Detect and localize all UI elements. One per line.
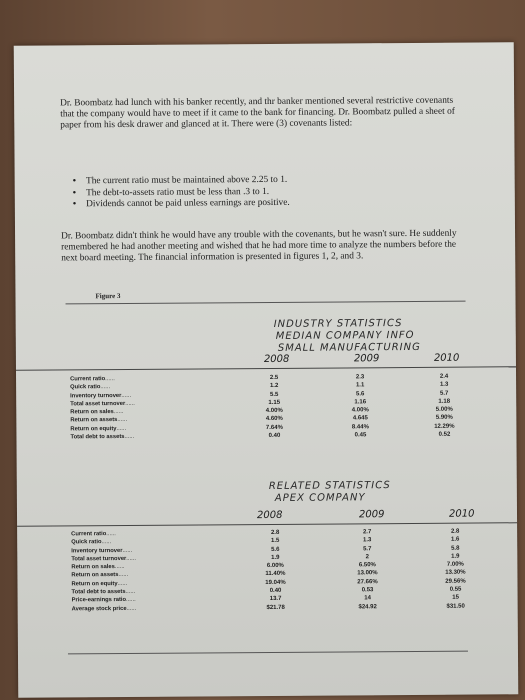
row-label: Average stock price ...... — [72, 604, 172, 613]
row-label: Return on assets ...... — [70, 416, 170, 425]
cell: 1.3 — [363, 537, 372, 544]
cell: 7.64% — [265, 424, 283, 431]
cell: $24.92 — [358, 603, 377, 611]
cell: $31.50 — [446, 603, 465, 610]
cell: 5.6 — [271, 546, 280, 553]
paper-sheet — [14, 42, 519, 697]
company-column-2010 — [435, 528, 476, 611]
cell: 5.7 — [439, 390, 449, 397]
cell: 11.40% — [265, 571, 286, 578]
cell: 2.3 — [355, 374, 365, 381]
row-label: Quick ratio ...... — [70, 383, 170, 392]
cell: 1.9 — [451, 553, 460, 560]
cell: 4.60% — [265, 416, 283, 423]
industry-column-2010 — [424, 373, 464, 440]
row-label: Return on sales ...... — [70, 408, 170, 417]
cell: 12.29% — [434, 423, 455, 430]
cell: 5.90% — [435, 415, 453, 422]
cell: 14 — [364, 595, 371, 602]
cell: 2.8 — [450, 528, 460, 535]
cell: $21.78 — [266, 604, 285, 611]
cell: 13.7 — [269, 596, 282, 603]
company-column-2008 — [255, 529, 296, 612]
cell: 5.8 — [451, 545, 460, 552]
row-label: Total debt to assets ...... — [70, 433, 170, 442]
intro-paragraph: Dr. Boombatz had lunch with his banker recently, and thr banker mentioned several restrictive covenants that the company would have to meet if it came to the bank for financing. Dr. Boombatz pulled a sheet of paper from his desk drawer and glanced at it. There were (3) covenants listed: — [60, 95, 455, 131]
row-label: Total debt to assets ...... — [72, 588, 172, 597]
cell: 4.00% — [265, 408, 283, 415]
row-label: Total asset turnover ...... — [70, 400, 170, 409]
row-label: Return on equity ...... — [70, 424, 170, 433]
year-label: 2010 — [448, 508, 475, 520]
year-label: 2008 — [263, 353, 290, 366]
cell: 2.7 — [362, 529, 372, 536]
row-label: Price-earnings ratio ...... — [72, 596, 172, 605]
cell: 1.16 — [354, 399, 367, 406]
cell: 29.56% — [445, 578, 466, 585]
industry-title-line: SMALL MANUFACTURING — [277, 341, 421, 354]
row-label: Inventory turnover ...... — [70, 391, 170, 400]
row-label: Return on equity ...... — [71, 579, 171, 588]
cell: 13.30% — [445, 570, 466, 577]
cell: 5.5 — [269, 391, 279, 398]
cell: 4.645 — [352, 415, 368, 422]
cell: 6.00% — [266, 563, 284, 570]
year-label: 2009 — [353, 353, 380, 365]
cell: 1.9 — [271, 554, 280, 561]
cell: 27.66% — [357, 579, 378, 586]
company-title-line: RELATED STATISTICS — [268, 480, 391, 492]
cell: 0.55 — [449, 586, 462, 593]
industry-column-2008 — [254, 374, 294, 441]
cell: 1.6 — [450, 536, 460, 544]
cell: 0.45 — [354, 432, 367, 439]
company-row-labels — [71, 530, 172, 614]
industry-row-labels — [70, 375, 170, 442]
cell: 2.5 — [269, 374, 279, 381]
row-label: Current ratio ...... — [71, 530, 171, 539]
row-label: Total asset turnover ...... — [71, 555, 171, 564]
industry-title-line: MEDIAN COMPANY INFO — [275, 329, 415, 342]
covenant-item: • The debt-to-assets ratio must be less than .3 to 1. — [73, 185, 433, 199]
industry-column-2009 — [340, 373, 380, 440]
cell: 15 — [452, 595, 459, 602]
row-label: Inventory turnover ...... — [71, 546, 171, 555]
cell: 2.4 — [439, 373, 449, 380]
company-title-line: APEX COMPANY — [274, 492, 366, 504]
row-label: Quick ratio ...... — [71, 538, 171, 547]
second-paragraph: Dr. Boombatz didn't think he would have any trouble with the covenants, but he wasn't sure. He suddenly remembered he had another meeting and wished that he had more time to analyze the numbers before the next board meeting. The financial information is presented in figures 1, 2, and 3. — [61, 228, 457, 264]
cell: 0.52 — [438, 431, 451, 438]
covenant-item: • The current ratio must be maintained above 2.25 to 1. — [73, 174, 433, 188]
cell: 4.00% — [351, 407, 369, 414]
company-year-header — [17, 508, 517, 526]
cell: 7.00% — [446, 561, 464, 568]
cell: 1.1 — [355, 382, 365, 389]
industry-title-line: INDUSTRY STATISTICS — [273, 318, 403, 330]
covenant-item: • Dividends cannot be paid unless earnings are positive. — [73, 197, 433, 211]
year-label: 2010 — [433, 352, 460, 364]
cell: 1.2 — [269, 383, 279, 390]
cell: 1.3 — [439, 382, 449, 389]
cell: 1.18 — [438, 398, 451, 405]
figure-bottom-rule — [68, 651, 468, 655]
figure-top-rule — [66, 301, 466, 305]
cell: 5.00% — [435, 406, 453, 414]
cell: 1.15 — [268, 399, 281, 406]
year-label: 2008 — [256, 509, 283, 522]
figure-label: Figure 3 — [95, 292, 121, 301]
cell: 19.04% — [265, 579, 286, 586]
cell: 2 — [365, 554, 370, 561]
row-label: Return on assets ...... — [71, 571, 171, 580]
cell: 1.5 — [271, 538, 280, 545]
industry-year-header — [16, 352, 516, 370]
cell: 0.40 — [268, 432, 281, 440]
company-column-2009 — [347, 528, 388, 611]
cell: 0.40 — [269, 587, 282, 595]
covenant-list — [73, 174, 433, 211]
row-label: Return on sales ...... — [71, 563, 171, 572]
cell: 13.00% — [357, 570, 378, 577]
year-label: 2009 — [358, 509, 385, 521]
cell: 5.7 — [363, 545, 372, 552]
cell: 6.50% — [358, 562, 376, 569]
cell: 0.53 — [361, 587, 374, 594]
cell: 8.44% — [351, 424, 369, 431]
cell: 2.8 — [270, 529, 280, 536]
row-label: Current ratio ...... — [70, 375, 170, 384]
cell: 5.6 — [355, 390, 365, 397]
